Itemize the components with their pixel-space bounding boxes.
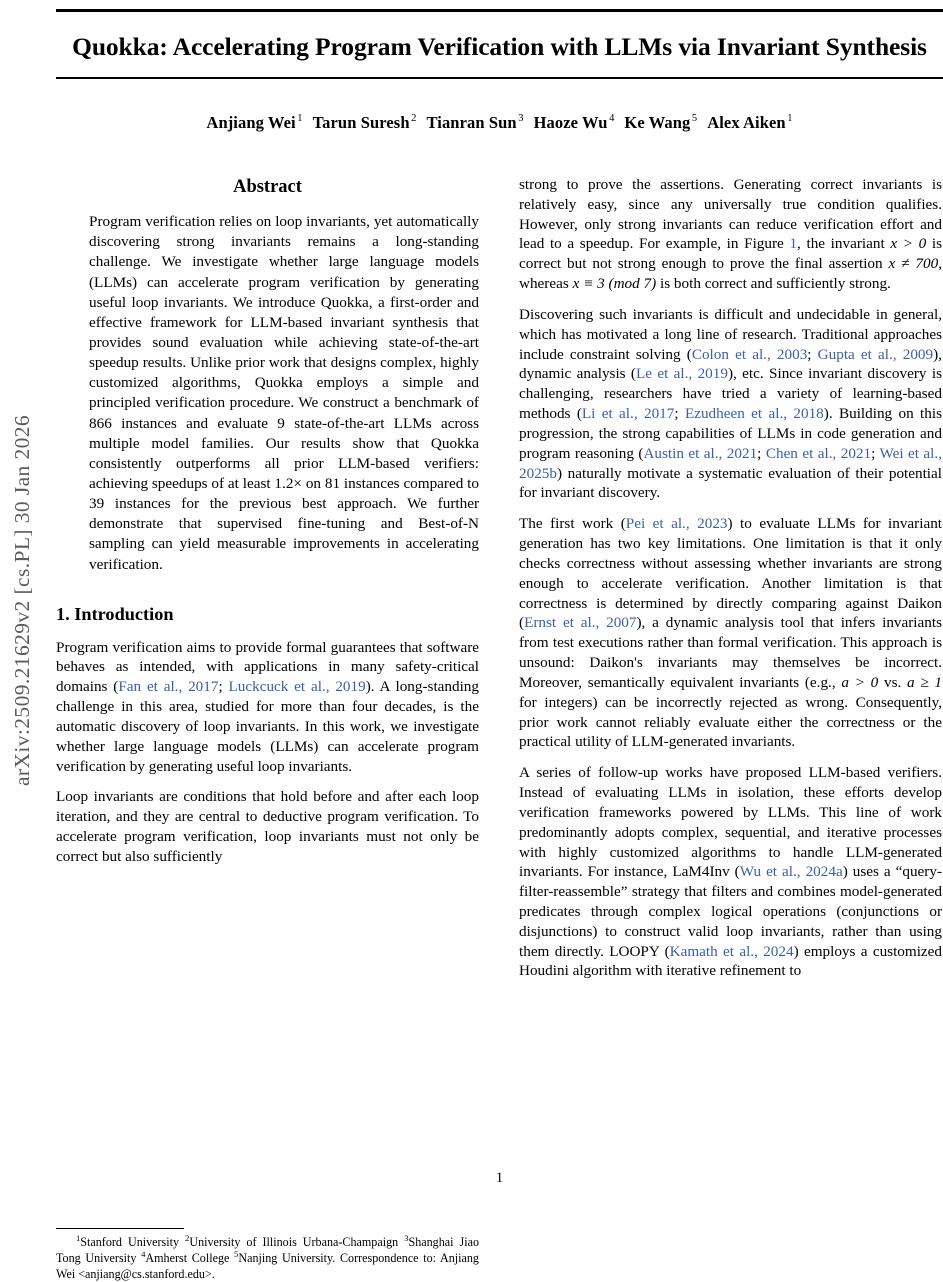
author-name: Tianran Sun	[426, 112, 517, 132]
rc-p1-text-1: strong to prove the assertions. Generating correct invariants is relatively easy, since any universally true condition qualifies. However, only strong invariants can reduce verification effort and lead to a speedup. For example, in Figure	[519, 176, 942, 253]
footnote-marker-5: 5	[234, 1248, 239, 1259]
citation-chen-2021[interactable]: Chen et al., 2021	[765, 444, 872, 462]
rc-p3-text-1: The first work (	[519, 515, 626, 533]
author-name: Haoze Wu	[533, 112, 608, 132]
page-number: 1	[495, 1170, 504, 1186]
footnote-marker-1: 1	[76, 1233, 81, 1244]
intro-p1-text-2: ;	[218, 678, 229, 696]
citation-colon-2003[interactable]: Colon et al., 2003	[691, 345, 808, 363]
citation-li-2017[interactable]: Li et al., 2017	[581, 405, 675, 423]
author-1	[206, 113, 302, 132]
rc-p4-text-2: ) uses a “query-filter-reassemble” strategy that filters and combines model-generated predicates through complex logical operations (conjunctions or disjunctions) to construct valid loop invariants, rather than using them directly. LOOPY (	[519, 863, 943, 960]
author-name: Ke Wang	[624, 112, 691, 132]
intro-paragraph-1	[56, 638, 479, 777]
footnote-affiliation-5: Nanjing University.	[238, 1250, 340, 1265]
rc-p3-text-2: ) to evaluate LLMs for invariant generation has two key limitations. One limitation is that it only checks correctness without assessing whether invariants are strong enough to accelerate verification. Another limitation is that correctness is determined by directly comparing against Daikon (	[519, 515, 943, 632]
rc-p3-text-4: vs.	[878, 673, 908, 691]
rc-p4-text-1: A series of follow-up works have proposed LLM-based verifiers. Instead of evaluating LLMs in isolation, these efforts develop verification frameworks powered by LLMs. This line of work predominantly adopts complex, sequential, and iterative processes with highly customized algorithms to handle LLM-generated invariants. For instance, LaM4Inv (	[519, 764, 942, 881]
author-affiliation-marker: 1	[297, 113, 303, 125]
citation-wu-2024a[interactable]: Wu et al., 2024a	[739, 863, 843, 881]
author-6	[707, 113, 792, 132]
arxiv-stamp	[0, 0, 46, 1200]
intro-p1-text-3: ). A long-standing challenge in this area, studied for more than four decades, is the automatic discovery of loop invariants. In this work, we investigate whether large language models (LLMs) can accelerate program verification by generating useful loop invariants.	[56, 678, 479, 775]
footnote-affiliation-1: Stanford University	[80, 1235, 186, 1250]
left-column	[56, 175, 479, 1281]
right-paragraph-3	[519, 514, 942, 752]
footnote-affiliation-3: Shanghai Jiao Tong University	[56, 1235, 479, 1265]
rc-p4-text-3: ) employs a customized Houdini algorithm with iterative refinement to	[519, 942, 942, 980]
rc-p2-text-5: ;	[674, 405, 685, 423]
header-rule-bottom	[56, 77, 943, 79]
author-name: Anjiang Wei	[206, 112, 296, 132]
rc-p3-text-5: for integers) can be incorrectly rejected as wrong. Consequently, prior work cannot reliably evaluate either the correctness or the practical utility of LLM-generated invariants.	[519, 693, 942, 751]
rc-p2-text-7: ;	[757, 444, 766, 462]
arxiv-stamp-text: arXiv:2509.21629v2 [cs.PL] 30 Jan 2026	[10, 414, 35, 786]
footnote-correspondence: Correspondence to: Anjiang Wei <anjiang@cs.stanford.edu>.	[56, 1250, 479, 1281]
math-a-geq-1: a ≥ 1	[907, 673, 942, 691]
page-title: Quokka: Accelerating Program Verification with LLMs via Invariant Synthesis	[72, 32, 927, 61]
header-rule-top	[56, 9, 943, 12]
footnote-affiliation-4: Amherst College	[145, 1250, 235, 1265]
rc-p1-text-5: is both correct and sufficiently strong.	[656, 275, 891, 293]
rc-p1-text-4: , whereas	[519, 255, 942, 293]
footnote-text	[56, 1235, 479, 1282]
rc-p2-text-8: ;	[871, 444, 880, 462]
author-5	[624, 113, 697, 132]
rc-p2-text-9: ) naturally motivate a systematic evaluation of their potential for invariant discovery.	[519, 464, 942, 502]
right-paragraph-1	[519, 175, 942, 294]
abstract-body: Program verification relies on loop invariants, yet automatically discovering strong invariants remains a long-standing challenge. We investigate whether large language models (LLMs) can accelerate program verification by generating useful loop invariants. We introduce Quokka, a first-order and effective framework for LLM-based invariant synthesis that provides sound evaluation while achieving state-of-the-art speedup results. Unlike prior work that designs complex, highly customized algorithms, Quokka employs a simple and principled verification procedure. We construct a benchmark of 866 instances and evaluate 9 state-of-the-art LLMs across multiple model families. Our results show that Quokka consistently outperforms all prior LLM-based verifiers: achieving speedups of at least 1.2× on 81 instances compared to 39 instances for the previous best approach. We further demonstrate that supervised fine-tuning and Best-of-N sampling can yield measurable improvements in accelerating verification.	[89, 213, 479, 573]
author-affiliation-marker: 1	[787, 113, 793, 125]
rc-p2-text-4: ), etc. Since invariant discovery is challenging, researchers have tried a variety of learning-based methods (	[519, 365, 942, 423]
citation-austin-2021[interactable]: Austin et al., 2021	[643, 444, 758, 462]
rc-p2-text-1: Discovering such invariants is difficult and undecidable in general, which has motivated a long line of research. Traditional approaches include constraint solving (	[519, 305, 942, 363]
figure-reference-1[interactable]: 1	[789, 235, 798, 253]
author-affiliation-marker: 4	[609, 113, 615, 125]
citation-le-2019[interactable]: Le et al., 2019	[636, 365, 728, 383]
footnote-rule	[56, 1228, 184, 1229]
rc-p1-text-3: is correct but not strong enough to prove the final assertion	[519, 235, 942, 273]
author-name: Tarun Suresh	[312, 112, 410, 132]
rc-p2-text-2: ;	[807, 345, 818, 363]
intro-p1-text-1: Program verification aims to provide formal guarantees that software behaves as intended, with applications in many safety-critical domains (	[56, 638, 479, 696]
rc-p3-text-3: ), a dynamic analysis tool that infers invariants from test executions rather than formal verification. This approach is unsound: Daikon's invariants may themselves be incorrect. Moreover, semantically equivalent invariants (e.g.,	[519, 614, 942, 691]
math-a-gt-0: a > 0	[841, 673, 879, 691]
author-3	[426, 113, 523, 132]
rc-p2-text-3: ), dynamic analysis (	[519, 345, 942, 383]
math-x-neq-700: x ≠ 700	[888, 255, 939, 273]
citation-wei-2025b[interactable]: Wei et al., 2025b	[519, 444, 942, 482]
citation-fan-2017[interactable]: Fan et al., 2017	[118, 678, 219, 696]
math-x-gt-0: x > 0	[890, 235, 927, 253]
abstract-heading: Abstract	[233, 177, 302, 197]
right-paragraph-4	[519, 763, 942, 981]
citation-kamath-2024[interactable]: Kamath et al., 2024	[669, 942, 794, 960]
author-2	[313, 113, 417, 132]
citation-gupta-2009[interactable]: Gupta et al., 2009	[817, 345, 934, 363]
footnote-marker-4: 4	[141, 1248, 146, 1259]
right-column	[519, 175, 942, 992]
footnote-affiliation-2: University of Illinois Urbana-Champaign	[189, 1235, 405, 1250]
citation-ernst-2007[interactable]: Ernst et al., 2007	[524, 614, 637, 632]
rc-p1-text-2: , the invariant	[797, 235, 891, 253]
author-name: Alex Aiken	[707, 112, 786, 132]
paper-page	[56, 0, 943, 1281]
author-affiliation-marker: 2	[411, 113, 417, 125]
math-x-equiv-3-mod-7: x ≡ 3 (mod 7)	[572, 275, 657, 293]
citation-pei-2023[interactable]: Pei et al., 2023	[625, 515, 728, 533]
footnote-marker-3: 3	[404, 1233, 409, 1244]
author-affiliation-marker: 5	[691, 113, 698, 125]
author-affiliation-marker: 3	[518, 113, 524, 125]
rc-p2-text-6: ). Building on this progression, the strong capabilities of LLMs in code generation and program reasoning (	[519, 405, 942, 462]
right-paragraph-2	[519, 305, 942, 503]
footnote-marker-2: 2	[185, 1233, 190, 1244]
two-column-body	[56, 175, 943, 1281]
section-heading-introduction: 1. Introduction	[56, 603, 174, 624]
citation-ezudheen-2018[interactable]: Ezudheen et al., 2018	[684, 405, 824, 423]
intro-paragraph-2: Loop invariants are conditions that hold before and after each loop iteration, and they are central to deductive program verification. To accelerate program verification, loop invariants must not only be correct but also sufficiently	[56, 788, 479, 865]
author-4	[534, 113, 615, 132]
footnote-block	[56, 1228, 479, 1282]
citation-luckcuck-2019[interactable]: Luckcuck et al., 2019	[228, 678, 366, 696]
author-list	[56, 113, 943, 133]
